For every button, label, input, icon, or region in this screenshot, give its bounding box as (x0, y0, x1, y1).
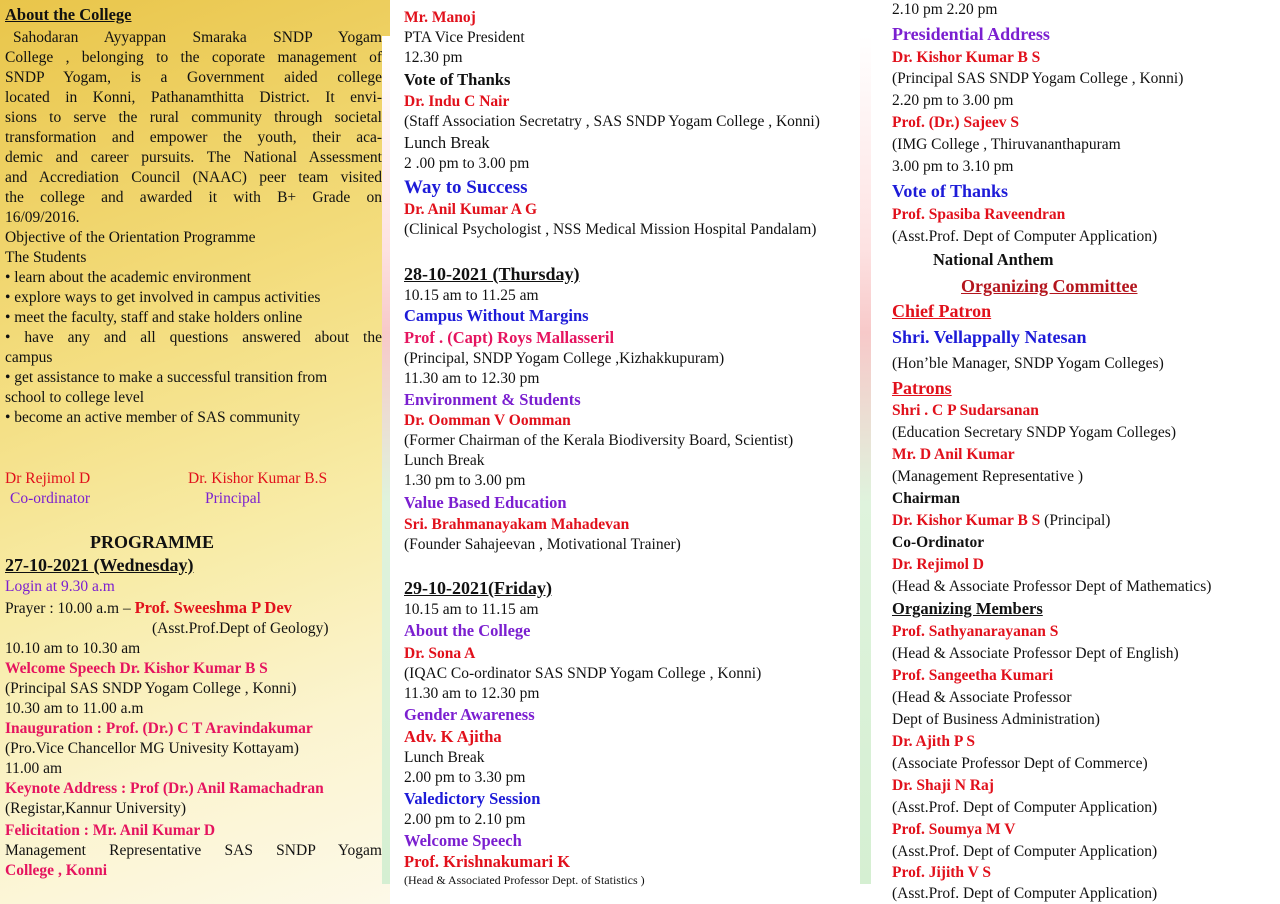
national-anthem: National Anthem (933, 250, 1054, 269)
time-slot: 2.00 pm to 2.10 pm (404, 811, 526, 828)
about-line: sions to serve the rural community through societal (5, 109, 382, 126)
session-title: Campus Without Margins (404, 306, 589, 325)
session-title: Value Based Education (404, 493, 567, 512)
bullet-item: • get assistance to make a successful transition from (5, 369, 328, 386)
keynote: Keynote Address : Prof (Dr.) Anil Ramachadran (5, 780, 324, 797)
speaker-name: Prof . (Capt) Roys Mallasseril (404, 328, 615, 347)
time-slot: 2.20 pm to 3.00 pm (892, 92, 1014, 109)
bullet-item: • explore ways to get involved in campus activities (5, 289, 321, 306)
time-slot: 10.30 am to 11.00 a.m (5, 700, 144, 717)
session-title: Environment & Students (404, 390, 581, 409)
speaker-detail: (IMG College , Thiruvananthapuram (892, 136, 1121, 153)
about-line: transformation and empower the youth, their aca- (5, 129, 382, 146)
about-line: Sahodaran Ayyappan Smaraka SNDP Yogam (13, 29, 382, 46)
divider-stripe (860, 36, 871, 884)
coordinator-detail: (Head & Associate Professor Dept of Mathematics) (892, 578, 1212, 595)
lunch-break: Lunch Break (404, 452, 485, 469)
coordinator-label: Co-Ordinator (892, 534, 985, 551)
students-title: The Students (5, 249, 87, 266)
felicitation-detail: Management Representative SAS SNDP Yogam (5, 842, 382, 859)
about-line: located in Konni, Pathanamthitta District. It envi- (5, 89, 382, 106)
speaker-detail: (IQAC Co-ordinator SAS SNDP Yogam College , Konni) (404, 665, 762, 682)
patron-detail: (Education Secretary SNDP Yogam Colleges) (892, 424, 1176, 441)
about-heading: About the College (5, 5, 132, 24)
time-slot: 1.30 pm to 3.00 pm (404, 472, 526, 489)
member-detail: (Asst.Prof. Dept of Computer Application) (892, 799, 1158, 816)
member-detail: (Head & Associate Professor Dept of English) (892, 645, 1179, 662)
time-slot: 11.30 am to 12.30 pm (404, 685, 540, 702)
member-detail: (Associate Professor Dept of Commerce) (892, 755, 1148, 772)
bullet-item: campus (5, 349, 53, 366)
speaker-name: Adv. K Ajitha (404, 727, 502, 746)
speaker-name: Prof. Krishnakumari K (404, 852, 571, 871)
speaker-detail: (Principal, SNDP Yogam College ,Kizhakkupuram) (404, 350, 725, 367)
felicitation-detail-2: College , Konni (5, 862, 108, 879)
about-panel (0, 0, 390, 904)
time-slot: 11.30 am to 12.30 pm (404, 370, 540, 387)
prayer-line (5, 598, 292, 619)
speaker-name: Sri. Brahmanayakam Mahadevan (404, 516, 630, 533)
coordinator-name: Dr. Rejimol D (892, 556, 984, 573)
bullet-item: • meet the faculty, staff and stake holders online (5, 309, 303, 326)
speaker-name: Prof. (Dr.) Sajeev S (892, 114, 1019, 131)
session-title: Welcome Speech (404, 831, 522, 850)
login-time: Login at 9.30 a.m (5, 578, 115, 595)
session-title: About the College (404, 621, 531, 640)
time-slot: 2.10 pm 2.20 pm (892, 1, 998, 18)
members-label: Organizing Members (892, 599, 1043, 618)
time-slot: 10.10 am to 10.30 am (5, 640, 141, 657)
speaker-detail: (Former Chairman of the Kerala Biodiversity Board, Scientist) (404, 432, 794, 449)
speaker-detail: (Principal SAS SNDP Yogam College , Konni) (892, 70, 1184, 87)
bullet-item: • have any and all questions answered about the (5, 329, 382, 346)
inauguration: Inauguration : Prof. (Dr.) C T Aravindakumar (5, 720, 313, 737)
time-slot: 12.30 pm (404, 49, 463, 66)
speaker-detail: (Staff Association Secretatry , SAS SNDP Yogam College , Konni) (404, 113, 820, 130)
session-title: Valedictory Session (404, 789, 541, 808)
speaker-name: Dr. Kishor Kumar B S (892, 49, 1041, 66)
member-name: Prof. Sathyanarayanan S (892, 623, 1059, 640)
chairman-label: Chairman (892, 490, 961, 507)
session-title: Gender Awareness (404, 705, 535, 724)
speaker-name: Prof. Spasiba Raveendran (892, 206, 1066, 223)
speaker-name: Dr. Oomman V Oomman (404, 412, 571, 429)
speaker-detail: (Head & Associated Professor Dept. of Statistics ) (404, 873, 645, 887)
chairman-name: Dr. Kishor Kumar B S (892, 512, 1041, 529)
felicitation: Felicitation : Mr. Anil Kumar D (5, 822, 216, 839)
member-name: Prof. Soumya M V (892, 821, 1016, 838)
speaker-detail: (Founder Sahajeevan , Motivational Trainer) (404, 536, 681, 553)
committee-panel (871, 0, 1280, 904)
time-slot: 10.15 am to 11.15 am (404, 601, 539, 618)
about-line: 16/09/2016. (5, 209, 80, 226)
principal-name: Dr. Kishor Kumar B.S (188, 470, 328, 487)
patron-name: Mr. D Anil Kumar (892, 446, 1015, 463)
about-line: and Accrediation Council (NAAC) peer team visited (5, 169, 382, 186)
patron-detail: (Management Representative ) (892, 468, 1084, 485)
time-slot: 2.00 pm to 3.30 pm (404, 769, 526, 786)
coordinator-role: Co-ordinator (10, 490, 91, 507)
member-name: Dr. Ajith P S (892, 733, 975, 750)
session-title: Way to Success (404, 177, 528, 198)
welcome-detail: (Principal SAS SNDP Yogam College , Konni) (5, 680, 297, 697)
day2-date: 28-10-2021 (Thursday) (404, 264, 580, 284)
speaker-name: Mr. Manoj (404, 9, 476, 26)
speaker-detail: (Asst.Prof. Dept of Computer Application) (892, 228, 1158, 245)
lunch-break: Lunch Break (404, 133, 490, 152)
chief-patron-detail: (Hon’ble Manager, SNDP Yogam Colleges) (892, 355, 1164, 372)
bullet-item: • learn about the academic environment (5, 269, 252, 286)
day3-date: 29-10-2021(Friday) (404, 578, 552, 598)
programme-title: PROGRAMME (90, 532, 214, 552)
about-line: College , belonging to the coporate management of (5, 49, 382, 66)
session-title: Vote of Thanks (404, 70, 511, 89)
member-detail: Dept of Business Administration) (892, 711, 1100, 728)
about-line: demic and career pursuits. The National Assessment (5, 149, 382, 166)
prayer-label: Prayer : 10.00 a.m – (5, 600, 135, 617)
welcome-speech: Welcome Speech Dr. Kishor Kumar B S (5, 660, 268, 677)
speaker-role: PTA Vice President (404, 29, 525, 46)
chief-patron-label: Chief Patron (892, 301, 992, 321)
member-name: Prof. Jijith V S (892, 864, 992, 881)
schedule-panel (390, 0, 860, 904)
day1-date: 27-10-2021 (Wednesday) (5, 555, 194, 575)
prayer-detail: (Asst.Prof.Dept of Geology) (152, 620, 329, 637)
session-title: Presidential Address (892, 24, 1050, 44)
time-slot: 3.00 pm to 3.10 pm (892, 158, 1014, 175)
time-slot: 11.00 am (5, 760, 63, 777)
bullet-item: • become an active member of SAS community (5, 409, 301, 426)
prayer-name: Prof. Sweeshma P Dev (134, 598, 292, 617)
about-line: the college and awarded it with B+ Grade on (5, 189, 382, 206)
patron-name: Shri . C P Sudarsanan (892, 402, 1039, 419)
member-name: Prof. Sangeetha Kumari (892, 667, 1054, 684)
time-slot: 2 .00 pm to 3.00 pm (404, 155, 530, 172)
lunch-break: Lunch Break (404, 749, 485, 766)
speaker-name: Dr. Sona A (404, 645, 476, 662)
member-detail: (Asst.Prof. Dept of Computer Application) (892, 843, 1158, 860)
patrons-label: Patrons (892, 378, 952, 398)
time-slot: 10.15 am to 11.25 am (404, 287, 539, 304)
chairman-line (892, 511, 1110, 531)
chairman-note: (Principal) (1040, 512, 1111, 529)
inauguration-detail: (Pro.Vice Chancellor MG Univesity Kottayam) (5, 740, 299, 757)
speaker-name: Dr. Anil Kumar A G (404, 201, 538, 218)
speaker-detail: (Clinical Psychologist , NSS Medical Mission Hospital Pandalam) (404, 221, 817, 238)
keynote-detail: (Registar,Kannur University) (5, 800, 187, 817)
coordinator-name: Dr Rejimol D (5, 470, 91, 487)
bullet-item: school to college level (5, 389, 145, 406)
about-line: SNDP Yogam, is a Government aided college (5, 69, 382, 86)
committee-title: Organizing Committee (961, 276, 1138, 296)
chief-patron-name: Shri. Vellappally Natesan (892, 327, 1087, 347)
member-name: Dr. Shaji N Raj (892, 777, 994, 794)
speaker-name: Dr. Indu C Nair (404, 93, 510, 110)
principal-role: Principal (205, 490, 261, 507)
session-title: Vote of Thanks (892, 181, 1009, 201)
member-detail: (Head & Associate Professor (892, 689, 1072, 706)
member-detail: (Asst.Prof. Dept of Computer Application) (892, 885, 1158, 902)
objective-title: Objective of the Orientation Programme (5, 229, 256, 246)
